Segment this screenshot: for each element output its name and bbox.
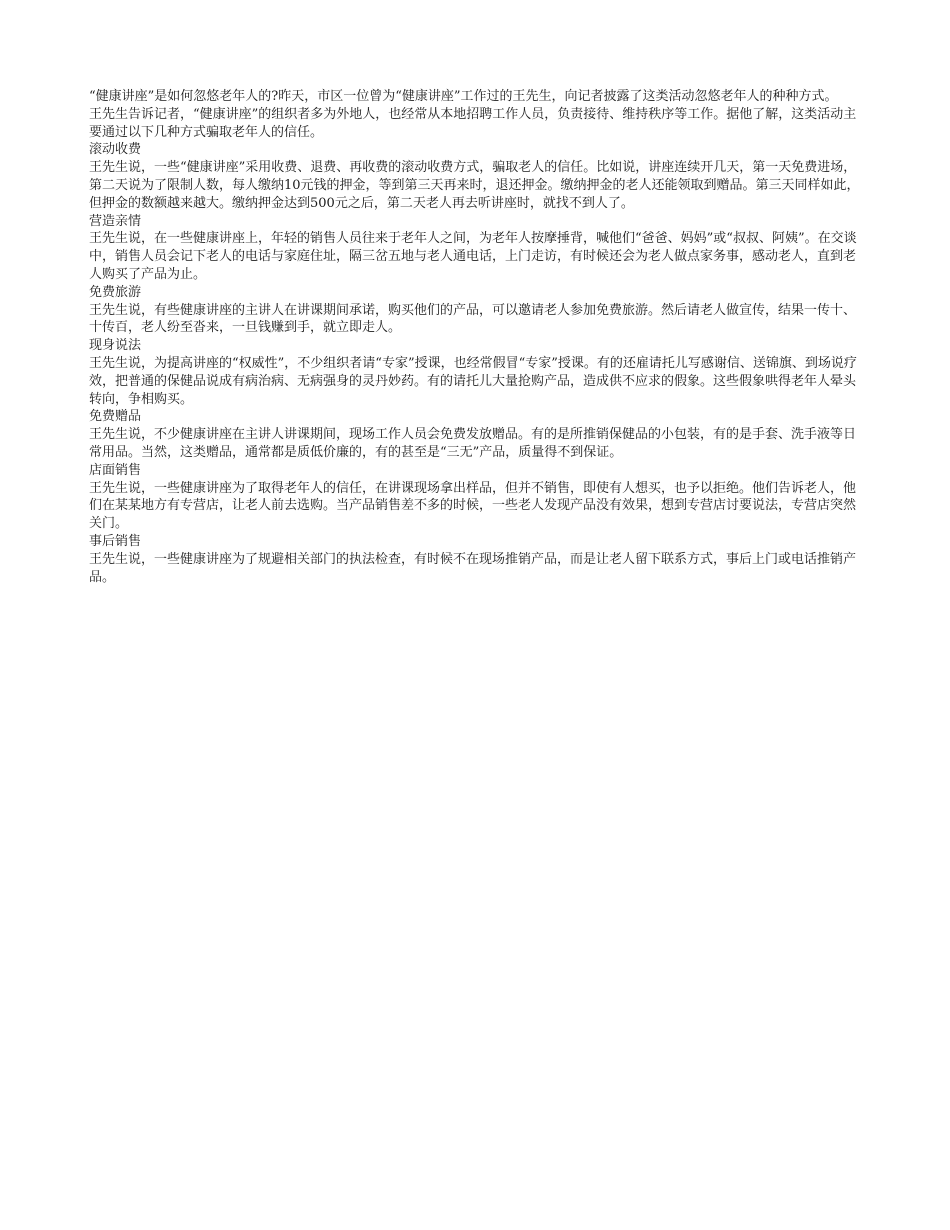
article	[89, 88, 864, 586]
section-heading: 事后销售	[89, 533, 142, 549]
section-body: 王先生说，一些健康讲座为了取得老年人的信任，在讲课现场拿出样品，但并不销售，即使有人想买，也予以拒绝。他们告诉老人，他们在某某地方有专营店，让老人前去选购。当产品销售差不多的时候，一些老人发现产品没有效果，想到专营店讨要说法，专营店突然关门。	[89, 480, 857, 532]
section-heading: 免费赠品	[89, 409, 142, 425]
section-body: 王先生说，为提高讲座的“权威性”，不少组织者请“专家”授课，也经常假冒“专家”授课。有的还雇请托儿写感谢信、送锦旗、到场说疗效，把普通的保健品说成有病治病、无病强身的灵丹妙药。有的请托儿大量抢购产品，造成供不应求的假象。这些假象哄得老年人晕头转向，争相购买。	[89, 355, 857, 407]
section-body: 王先生说，在一些健康讲座上，年轻的销售人员往来于老年人之间，为老年人按摩捶背，喊他们“爸爸、妈妈”或“叔叔、阿姨”。在交谈中，销售人员会记下老人的电话与家庭住址，隔三岔五地与老人通电话，上门走访，有时候还会为老人做点家务事，感动老人，直到老人购买了产品为止。	[89, 231, 857, 282]
section-heading: 滚动收费	[89, 142, 142, 158]
section-heading: 店面销售	[89, 462, 142, 478]
section-body: 王先生说，有些健康讲座的主讲人在讲课期间承诺，购买他们的产品，可以邀请老人参加免费旅游。然后请老人做宣传，结果一传十、十传百，老人纷至沓来，一旦钱赚到手，就立即走人。	[89, 302, 857, 336]
intro-paragraph: “健康讲座”是如何忽悠老年人的?昨天，市区一位曾为“健康讲座”工作过的王先生，向记者披露了这类活动忽悠老年人的种种方式。	[89, 89, 838, 104]
section-body: 王先生说，一些健康讲座为了规避相关部门的执法检查，有时候不在现场推销产品，而是让老人留下联系方式，事后上门或电话推销产品。	[89, 551, 857, 585]
section-heading: 营造亲情	[89, 213, 142, 229]
section-heading: 免费旅游	[89, 284, 142, 300]
section-body: 王先生说，不少健康讲座在主讲人讲课期间，现场工作人员会免费发放赠品。有的是所推销保健品的小包装，有的是手套、洗手液等日常用品。当然，这类赠品，通常都是质低价廉的，有的甚至是“三无”产品，质量得不到保证。	[89, 427, 857, 460]
intro-paragraph: 王先生告诉记者，“健康讲座”的组织者多为外地人，也经常从本地招聘工作人员，负责接待、维持秩序等工作。据他了解，这类活动主要通过以下几种方式骗取老年人的信任。	[89, 106, 857, 140]
section-heading: 现身说法	[89, 338, 142, 354]
section-body: 王先生说，一些“健康讲座”采用收费、退费、再收费的滚动收费方式，骗取老人的信任。比如说，讲座连续开几天，第一天免费进场，第二天说为了限制人数，每人缴纳10元钱的押金，等到第三天再来时，退还押金。缴纳押金的老人还能领取到赠品。第三天同样如此，但押金的数额越来越大。缴纳押金达到500元之后，第二天老人再去听讲座时，就找不到人了。	[89, 160, 860, 211]
